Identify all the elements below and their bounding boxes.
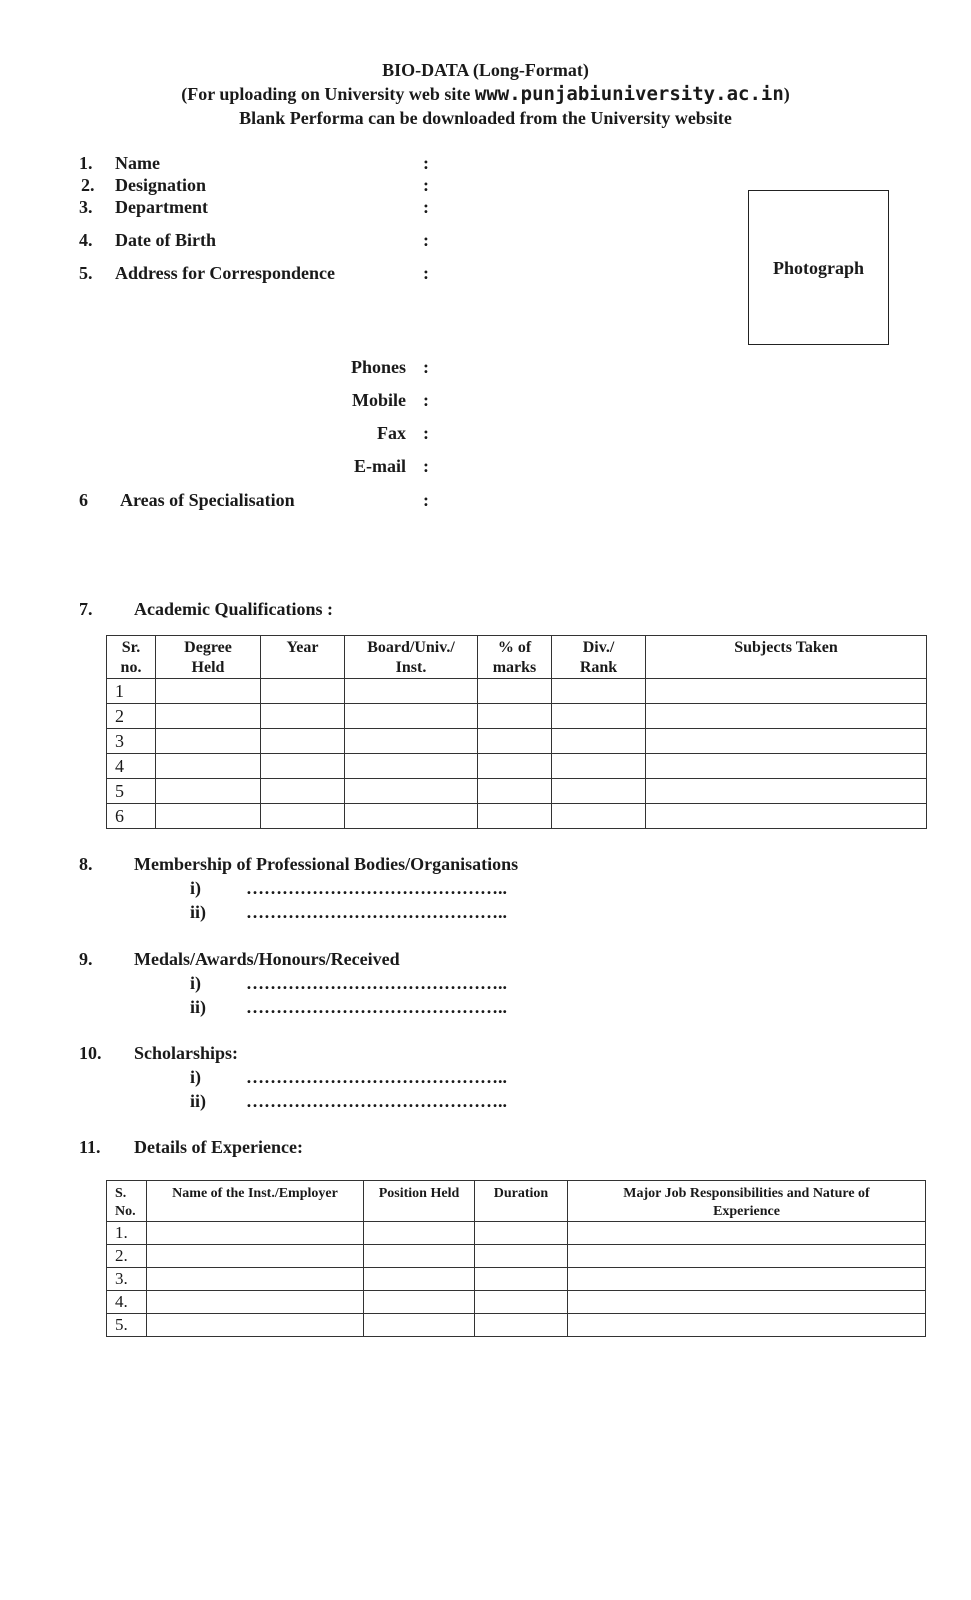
photograph-label: Photograph [772,257,864,278]
section-number-membership: 8. [79,854,93,874]
column-header-duration: Duration [475,1181,568,1222]
table-cell[interactable] [475,1314,568,1337]
fill-line[interactable]: …………………………………….. [246,997,507,1017]
table-row [107,1291,926,1314]
field-colon: : [423,263,429,283]
field-label-dob: Date of Birth [115,230,216,250]
table-cell[interactable] [478,679,552,704]
table-cell[interactable] [345,679,478,704]
section-number-scholarships: 10. [79,1043,102,1063]
table-cell[interactable] [646,779,927,804]
row-number: 3. [107,1268,147,1291]
table-row [107,804,927,829]
list-item-roman: i) [190,1067,201,1087]
table-cell[interactable] [345,704,478,729]
table-cell[interactable] [345,779,478,804]
column-header-subjects: Subjects Taken [646,636,927,679]
field-colon: : [423,456,429,476]
column-header-position: Position Held [364,1181,475,1222]
field-number-name: 1. [79,153,93,173]
table-cell[interactable] [646,679,927,704]
document-subtitle [0,82,971,106]
row-number: 1. [107,1222,147,1245]
download-note: Blank Performa can be downloaded from the University website [239,108,732,128]
table-row [107,704,927,729]
contact-label-phones: Phones [350,357,406,377]
row-number: 5 [107,779,156,804]
table-cell[interactable] [364,1268,475,1291]
row-number: 1 [107,679,156,704]
table-header-row [107,636,927,679]
row-number: 3 [107,729,156,754]
table-cell[interactable] [345,804,478,829]
table-row [107,779,927,804]
table-cell[interactable] [156,729,261,754]
section-number-medals: 9. [79,949,93,969]
table-cell[interactable] [475,1291,568,1314]
list-item-roman: ii) [190,1091,206,1111]
table-cell[interactable] [261,729,345,754]
row-number: 5. [107,1314,147,1337]
field-number-address: 5. [79,263,93,283]
table-cell[interactable] [147,1268,364,1291]
field-colon: : [423,423,429,443]
table-cell[interactable] [364,1222,475,1245]
contact-label-mobile: Mobile [352,390,406,410]
field-colon: : [423,175,429,195]
experience-table [106,1180,926,1337]
table-cell[interactable] [364,1314,475,1337]
column-header-employer: Name of the Inst./Employer [147,1181,364,1222]
table-cell[interactable] [364,1245,475,1268]
fill-line[interactable]: …………………………………….. [246,1067,507,1087]
table-cell[interactable] [261,779,345,804]
row-number: 4 [107,754,156,779]
table-cell[interactable] [345,754,478,779]
field-number-department: 3. [79,197,93,217]
table-cell[interactable] [147,1314,364,1337]
table-row [107,1314,926,1337]
table-cell[interactable] [156,704,261,729]
fill-line[interactable]: …………………………………….. [246,973,507,993]
fill-line[interactable]: …………………………………….. [246,878,507,898]
field-colon: : [423,390,429,410]
table-cell[interactable] [261,754,345,779]
table-row [107,1222,926,1245]
table-cell[interactable] [568,1245,926,1268]
field-number-dob: 4. [79,230,93,250]
fill-line[interactable]: …………………………………….. [246,1091,507,1111]
section-number-experience: 11. [79,1137,101,1157]
field-label-department: Department [115,197,208,217]
photograph-box[interactable] [748,190,889,345]
field-label-designation: Designation [115,175,207,195]
field-label-address: Address for Correspondence [115,263,335,283]
row-number: 6 [107,804,156,829]
column-header-sr-no: Sr. no. [107,636,156,679]
table-cell[interactable] [552,679,646,704]
field-label-name: Name [115,153,160,173]
table-row [107,754,927,779]
table-cell[interactable] [568,1291,926,1314]
list-item-roman: i) [190,973,201,993]
table-cell[interactable] [147,1222,364,1245]
section-title-experience: Details of Experience: [134,1137,303,1157]
section-title-qualifications: Academic Qualifications : [134,599,333,619]
table-row [107,1268,926,1291]
list-item-roman: ii) [190,997,206,1017]
table-cell[interactable] [475,1268,568,1291]
table-cell[interactable] [478,779,552,804]
table-cell[interactable] [646,754,927,779]
section-number-qualifications: 7. [79,599,93,619]
table-cell[interactable] [646,729,927,754]
table-cell[interactable] [478,754,552,779]
section-title-membership: Membership of Professional Bodies/Organisations [134,854,519,874]
contact-label-email: E-mail [354,456,406,476]
table-cell[interactable] [568,1314,926,1337]
column-header-marks: % of marks [478,636,552,679]
table-cell[interactable] [156,779,261,804]
column-header-board: Board/Univ./ Inst. [345,636,478,679]
table-cell[interactable] [646,704,927,729]
table-cell[interactable] [156,679,261,704]
section-title-medals: Medals/Awards/Honours/Received [134,949,400,969]
table-row [107,729,927,754]
table-cell[interactable] [475,1222,568,1245]
table-cell[interactable] [568,1222,926,1245]
field-colon: : [423,153,429,173]
field-number-designation: 2. [81,175,95,195]
column-header-degree: Degree Held [156,636,261,679]
section-title-specialisation: Areas of Specialisation [120,490,295,510]
table-header-row [107,1181,926,1222]
table-cell[interactable] [552,754,646,779]
section-title-scholarships: Scholarships: [134,1043,239,1063]
subtitle-suffix: ) [783,84,790,104]
table-cell[interactable] [478,729,552,754]
field-colon: : [423,490,429,510]
column-header-responsibilities: Major Job Responsibilities and Nature of Experience [568,1181,926,1222]
field-colon: : [423,230,429,250]
table-cell[interactable] [646,804,927,829]
website-link[interactable]: www.punjabiuniversity.ac.in [474,83,784,105]
qualifications-table [106,635,927,829]
column-header-s-no: S. No. [107,1181,147,1222]
table-cell[interactable] [261,804,345,829]
table-cell[interactable] [552,779,646,804]
table-cell[interactable] [568,1268,926,1291]
list-item-roman: i) [190,878,201,898]
field-colon: : [423,197,429,217]
table-cell[interactable] [552,804,646,829]
table-cell[interactable] [147,1291,364,1314]
table-row [107,1245,926,1268]
subtitle-prefix: (For uploading on University web site [181,84,475,104]
table-cell[interactable] [261,679,345,704]
row-number: 2 [107,704,156,729]
table-cell[interactable] [478,804,552,829]
table-cell[interactable] [478,704,552,729]
column-header-division: Div./ Rank [552,636,646,679]
list-item-roman: ii) [190,902,206,922]
row-number: 2. [107,1245,147,1268]
table-cell[interactable] [156,804,261,829]
table-cell[interactable] [552,729,646,754]
table-cell[interactable] [156,754,261,779]
contact-label-fax: Fax [377,423,406,443]
table-row [107,679,927,704]
table-cell[interactable] [345,729,478,754]
document-title: BIO-DATA (Long-Format) [382,60,589,80]
section-number-specialisation: 6 [79,490,88,510]
table-cell[interactable] [147,1245,364,1268]
field-colon: : [423,357,429,377]
table-cell[interactable] [261,704,345,729]
fill-line[interactable]: …………………………………….. [246,902,507,922]
row-number: 4. [107,1291,147,1314]
table-cell[interactable] [364,1291,475,1314]
table-cell[interactable] [475,1245,568,1268]
column-header-year: Year [261,636,345,679]
table-cell[interactable] [552,704,646,729]
